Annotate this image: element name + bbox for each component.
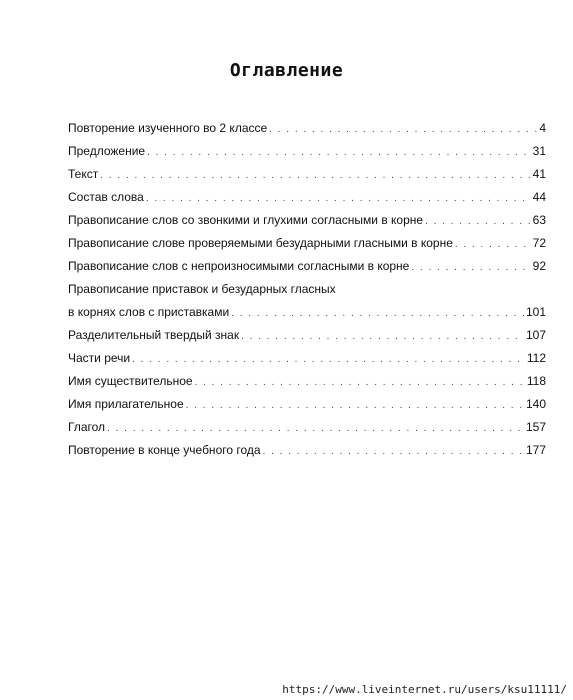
toc-entry-label: в корнях слов с приставками [68,305,230,319]
toc-entry [68,439,546,462]
page-title: Оглавление [229,60,344,81]
toc-entry-label: Глагол [68,420,106,434]
toc-entry-page: 4 [539,121,546,135]
toc-entry-page: 157 [525,420,546,434]
toc-entry [68,416,546,439]
toc-entry-page: 140 [525,397,546,411]
toc-entry-page: 31 [532,144,546,158]
toc-leader-dots [107,417,524,440]
toc-entry-page: 41 [532,167,546,181]
toc-entry-page: 44 [532,190,546,204]
toc-entry [68,117,546,140]
toc-entry-label: Правописание приставок и безударных гласных [68,282,336,296]
toc-leader-dots [455,233,531,256]
toc-leader-dots [147,141,531,164]
toc-entry-label: Части речи [68,351,131,365]
toc-entry-page: 72 [532,236,546,250]
toc-entry-label: Текст [68,167,99,181]
toc-entry-label: Имя прилагательное [68,397,184,411]
toc-leader-dots [425,210,531,233]
toc-leader-dots [132,348,525,371]
toc-entry [68,370,546,393]
toc-entry [68,186,546,209]
toc-entry-page: 107 [525,328,546,342]
toc-leader-dots [195,371,525,394]
toc-entry-label: Правописание слове проверяемыми безударными гласными в корне [68,236,453,250]
toc-entry [68,393,546,416]
toc-leader-dots [146,187,531,210]
toc-entry-heading [68,278,546,301]
toc-entry-label: Состав слова [68,190,144,204]
toc-entry [68,209,546,232]
toc-entry-page: 101 [525,305,546,319]
toc-entry-page: 118 [526,374,546,388]
toc-leader-dots [411,256,530,279]
toc-entry-label: Имя существительное [68,374,193,388]
toc-entry-label: Предложение [68,144,146,158]
toc-entry [68,324,546,347]
toc-leader-dots [186,394,524,417]
toc-entry [68,140,546,163]
toc-entry-page: 63 [532,213,546,227]
toc-entry-label: Правописание слов с непроизносимыми согласными в корне [68,259,410,273]
toc-entry-label: Повторение изученного во 2 классе [68,121,268,135]
toc-leader-dots [263,440,524,463]
toc-entry-page: 177 [525,443,546,457]
toc-entry-page: 92 [532,259,546,273]
toc-entry [68,347,546,370]
toc-entry [68,255,546,278]
toc-entry-page: 112 [526,351,546,365]
toc-entry-label: Разделительный твердый знак [68,328,240,342]
toc-leader-dots [100,164,530,187]
toc-entry [68,301,546,324]
toc-entry-label: Повторение в конце учебного года [68,443,261,457]
toc-leader-dots [231,302,524,325]
table-of-contents [68,117,546,462]
source-url-watermark: https://www.liveinternet.ru/users/ksu11111/ [282,683,567,696]
toc-leader-dots [269,118,537,141]
toc-entry-label: Правописание слов со звонкими и глухими согласными в корне [68,213,424,227]
toc-entry [68,163,546,186]
toc-entry [68,232,546,255]
toc-leader-dots [241,325,524,348]
